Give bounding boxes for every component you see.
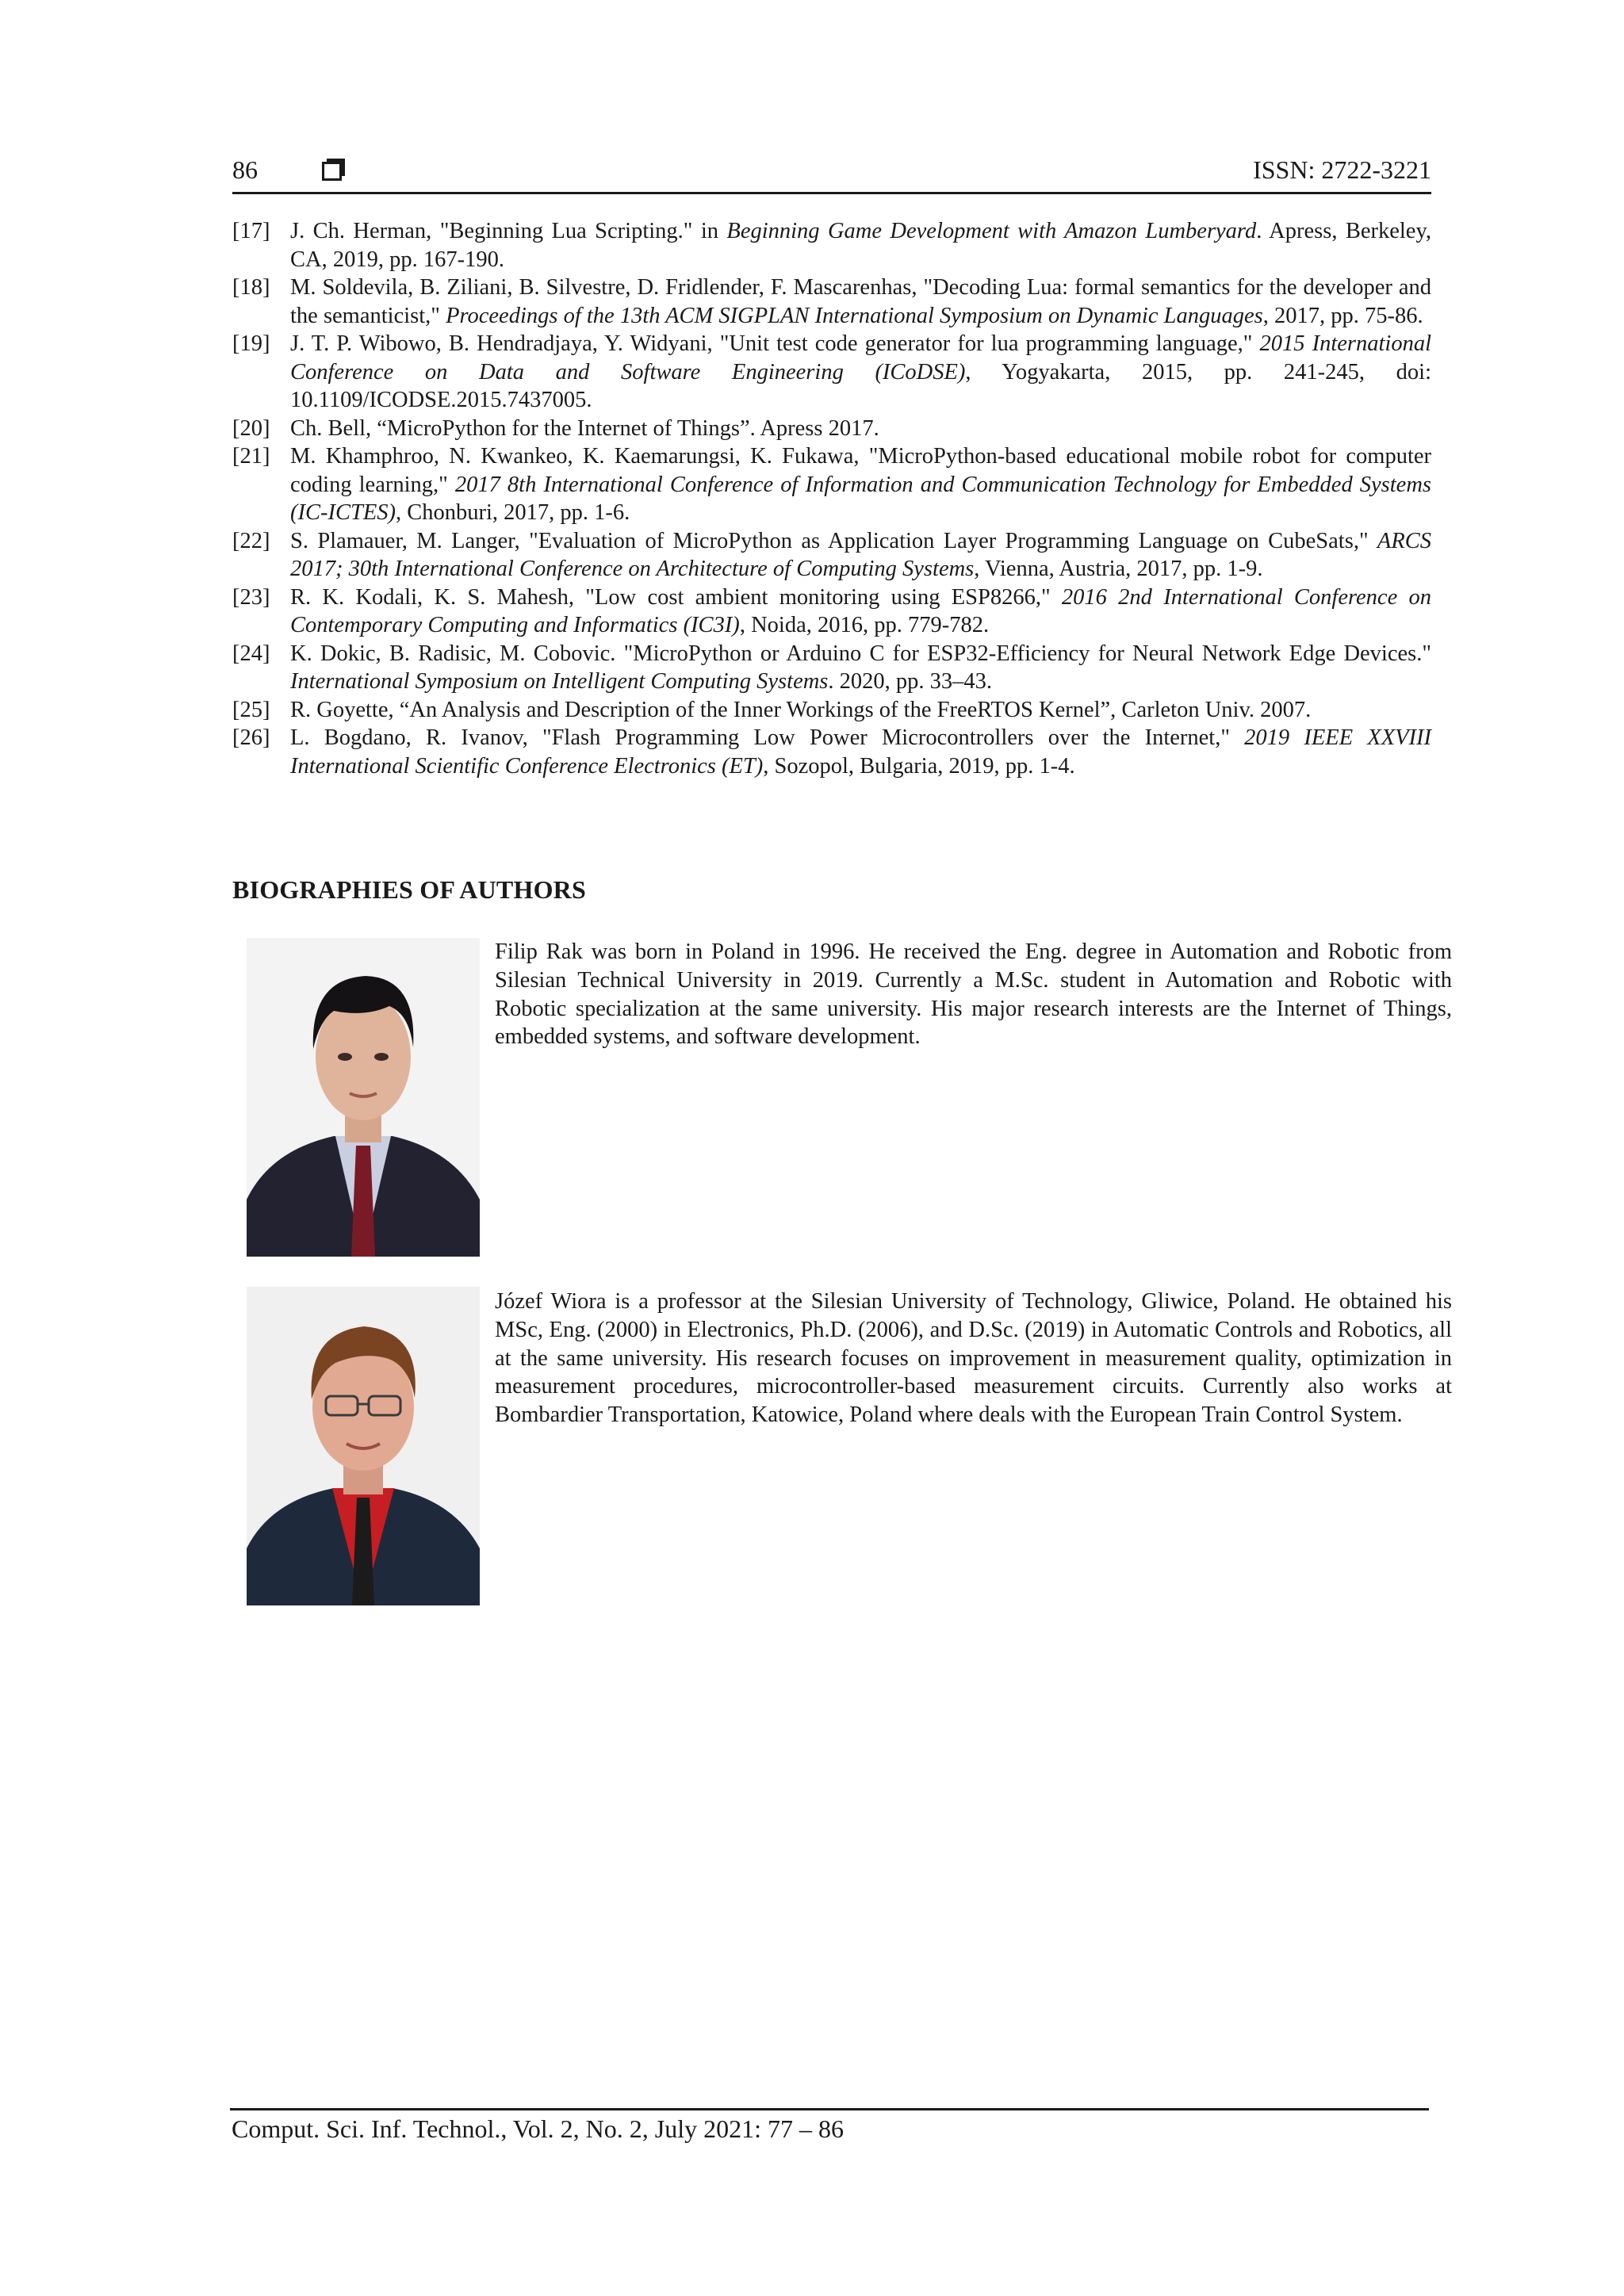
reference-segment: L. Bogdano, R. Ivanov, "Flash Programming Low Power Microcontrollers over the Internet," [290, 725, 1245, 750]
issn: ISSN: 2722-3221 [1253, 155, 1431, 184]
author-photo-filip-rak [247, 938, 480, 1257]
reference-entry [232, 584, 1431, 640]
reference-text [290, 442, 1431, 527]
reference-segment: , Noida, 2016, pp. 779-782. [739, 613, 990, 637]
reference-segment: R. K. Kodali, K. S. Mahesh, "Low cost ambient monitoring using ESP8266," [290, 584, 1062, 610]
reference-text [290, 274, 1431, 330]
reference-text [290, 640, 1431, 696]
footer-divider [230, 2108, 1429, 2110]
author-bio-filip-rak: Filip Rak was born in Poland in 1996. He received the Eng. degree in Automation and Robotic from Silesian Technical University in 2019. Currently a M.Sc. student in Automation and Robotic with Robotic specialization at the same university. His major research interests are the Internet of Things, embedded systems, and software development. [495, 939, 1452, 1050]
reference-number: [22] [232, 528, 270, 553]
reference-segment: Ch. Bell, “MicroPython for the Internet of Things”. Apress 2017. [290, 415, 879, 441]
reference-entry [232, 640, 1431, 696]
reference-entry [232, 696, 1431, 725]
reference-number: [17] [232, 219, 270, 243]
reference-segment: J. Ch. Herman, "Beginning Lua Scripting." in [290, 219, 727, 243]
page-number: 86 [232, 155, 258, 184]
reference-segment: J. T. P. Wibowo, B. Hendradjaya, Y. Widyani, "Unit test code generator for lua programming language," [290, 331, 1260, 356]
reference-venue: 2017 8th International Conference of Information and Communication Technology for Embedded Systems (IC-ICTES) [290, 472, 1431, 525]
reference-entry [232, 415, 1431, 443]
reference-segment: , 2017, pp. 75-86. [1262, 303, 1423, 328]
reference-venue: Beginning Game Development with Amazon Lumberyard [726, 219, 1257, 243]
reference-text [290, 527, 1431, 584]
reference-number: [20] [232, 415, 270, 441]
reference-segment: . 2020, pp. 33–43. [828, 669, 993, 694]
reference-venue: 2015 International Conference on Data and Software Engineering (ICoDSE) [290, 331, 1431, 385]
footer-citation: Comput. Sci. Inf. Technol., Vol. 2, No. 2, July 2021: 77 – 86 [232, 2114, 844, 2143]
author-photo-jozef-wiora [247, 1287, 480, 1605]
reference-text [290, 724, 1431, 780]
reference-venue: International Symposium on Intelligent Computing Systems [290, 669, 829, 694]
reference-text [290, 696, 1431, 725]
reference-list [232, 217, 1431, 780]
reference-number: [23] [232, 584, 270, 610]
reference-venue: 2019 IEEE XXVIII International Scientific Conference Electronics (ET) [290, 725, 1432, 779]
reference-segment: K. Dokic, B. Radisic, M. Cobovic. "MicroPython or Arduino C for ESP32-Efficiency for Neural Network Edge Devices." [290, 641, 1431, 666]
reference-segment: , Vienna, Austria, 2017, pp. 1-9. [974, 557, 1263, 581]
reference-venue: Proceedings of the 13th ACM SIGPLAN International Symposium on Dynamic Languages [446, 303, 1263, 328]
author-bio-jozef-wiora: Józef Wiora is a professor at the Silesian University of Technology, Gliwice, Poland. He obtained his MSc, Eng. (2000) in Electronics, Ph.D. (2006), and D.Sc. (2019) in Automatic Controls and Robotics, all at the same university. His research focuses on improvement in measurement quality, optimization in measurement procedures, microcontroller-based measurement circuits. Currently also works at Bombardier Transportation, Katowice, Poland where deals with the European Train Control System. [495, 1289, 1452, 1428]
reference-number: [26] [232, 725, 270, 750]
reference-entry [232, 442, 1431, 527]
reference-segment: M. Khamphroo, N. Kwankeo, K. Kaemarungsi, K. Fukawa, "MicroPython-based educational mobile robot for computer coding learning," [290, 444, 1431, 497]
reference-entry [232, 330, 1431, 415]
header-divider [232, 192, 1431, 194]
reference-segment: M. Soldevila, B. Ziliani, B. Silvestre, D. Fridlender, F. Mascarenhas, "Decoding Lua: formal semantics for the developer and the semanticist," [290, 275, 1431, 328]
biographies-heading: BIOGRAPHIES OF AUTHORS [232, 875, 586, 904]
reference-number: [21] [232, 444, 270, 469]
reference-number: [18] [232, 275, 270, 300]
reference-number: [25] [232, 697, 270, 722]
reference-venue: ARCS 2017; 30th International Conference on Architecture of Computing Systems [290, 528, 1431, 581]
reference-number: [24] [232, 641, 270, 666]
reference-segment: S. Plamauer, M. Langer, "Evaluation of MicroPython as Application Layer Programming Language on CubeSats," [290, 528, 1377, 553]
reference-segment: , Yogyakarta, 2015, pp. 241-245, doi: 10.1109/ICODSE.2015.7437005. [290, 359, 1431, 412]
reference-text [290, 330, 1431, 415]
reference-segment: R. Goyette, “An Analysis and Description of the Inner Workings of the FreeRTOS Kernel”, Carleton Univ. 2007. [290, 697, 1312, 722]
page-header [232, 154, 1431, 195]
reference-segment: , Sozopol, Bulgaria, 2019, pp. 1-4. [763, 753, 1075, 779]
checkbox-square-icon [322, 159, 346, 181]
reference-number: [19] [232, 331, 270, 356]
reference-segment: . Apress, Berkeley, CA, 2019, pp. 167-190. [290, 219, 1431, 272]
reference-text [290, 584, 1431, 640]
reference-venue: 2016 2nd International Conference on Contemporary Computing and Informatics (IC3I) [290, 584, 1431, 637]
reference-text [290, 415, 1431, 443]
reference-entry [232, 274, 1431, 330]
reference-segment: , Chonburi, 2017, pp. 1-6. [395, 500, 630, 525]
reference-entry [232, 527, 1431, 584]
reference-text [290, 217, 1431, 274]
reference-entry [232, 217, 1431, 274]
reference-entry [232, 724, 1431, 780]
